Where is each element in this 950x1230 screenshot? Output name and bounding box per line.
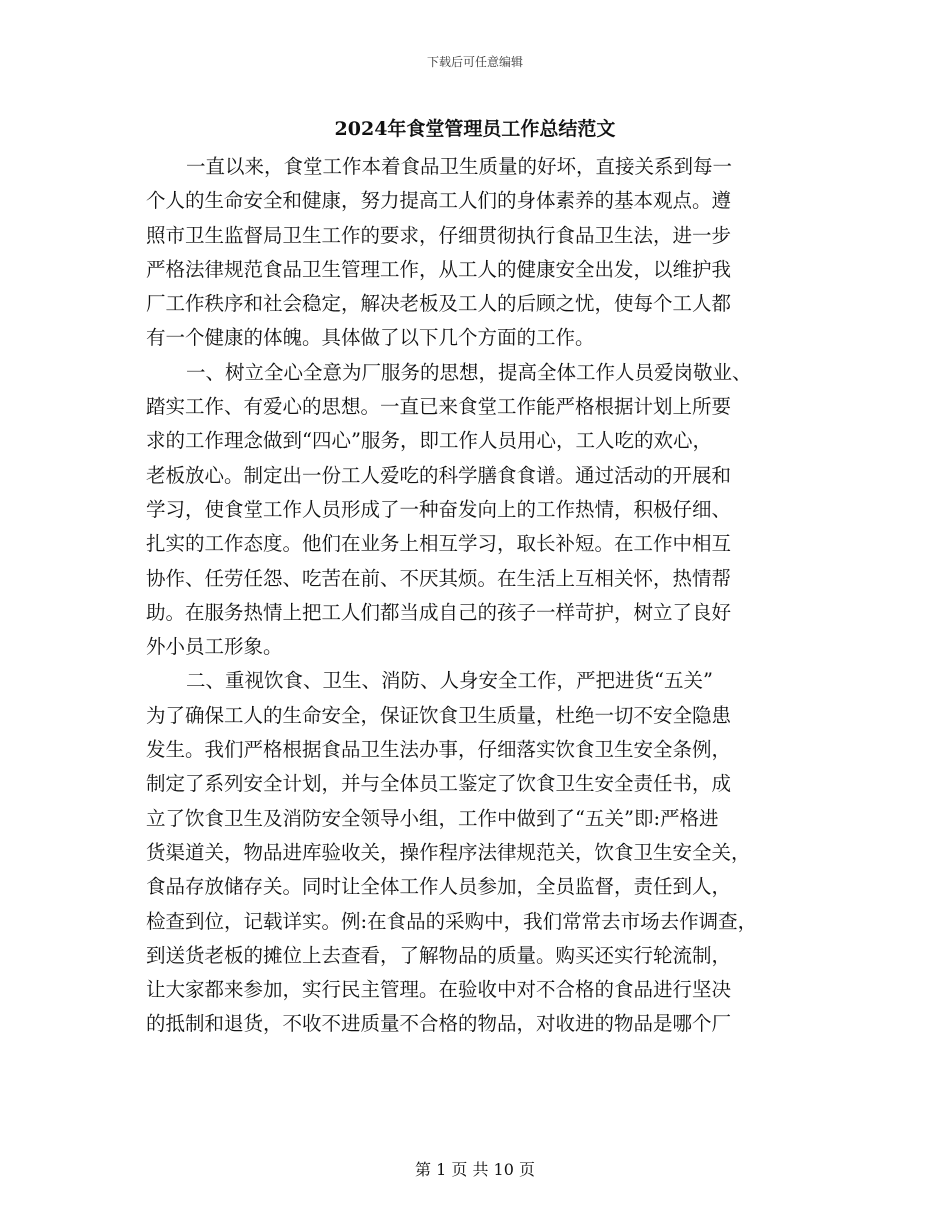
body-line: 立了饮食卫生及消防安全领导小组，工作中做到了“五关”即:严格进 <box>146 806 719 830</box>
body-line: 发生。我们严格根据食品卫生法办事，仔细落实饮食卫生安全条例， <box>146 738 732 762</box>
body-line: 严格法律规范食品卫生管理工作，从工人的健康安全出发，以维护我 <box>146 257 732 281</box>
body-line: 制定了系列安全计划，并与全体员工鉴定了饮食卫生安全责任书，成 <box>146 772 732 796</box>
body-line: 到送货老板的摊位上去查看，了解物品的质量。购买还实行轮流制， <box>146 943 732 967</box>
body-line: 检查到位，记载详实。例:在食品的采购中，我们常常去市场去作调查， <box>146 909 758 933</box>
body-line: 外小员工形象。 <box>146 635 283 659</box>
body-line: 踏实工作、有爱心的思想。一直已来食堂工作能严格根据计划上所要 <box>146 395 732 419</box>
body-line: 协作、任劳任怨、吃苦在前、不厌其烦。在生活上互相关怀，热情帮 <box>146 566 732 590</box>
body-line: 货渠道关，物品进库验收关，操作程序法律规范关，饮食卫生安全关， <box>146 840 751 864</box>
body-line: 学习，使食堂工作人员形成了一种奋发向上的工作热情，积极仔细、 <box>146 497 732 521</box>
body-line: 有一个健康的体魄。具体做了以下几个方面的工作。 <box>146 326 595 350</box>
body-line: 食品存放储存关。同时让全体工作人员参加，全员监督，责任到人， <box>146 875 732 899</box>
body-line: 老板放心。制定出一份工人爱吃的科学膳食食谱。通过活动的开展和 <box>146 463 732 487</box>
document-body <box>146 150 814 1042</box>
document-title: 2024年食堂管理员工作总结范文 <box>334 118 616 140</box>
body-line: 的抵制和退货，不收不进质量不合格的物品，对收进的物品是哪个厂 <box>146 1012 732 1036</box>
body-line: 照市卫生监督局卫生工作的要求，仔细贯彻执行食品卫生法，进一步 <box>146 223 732 247</box>
body-line: 为了确保工人的生命安全，保证饮食卫生质量，杜绝一切不安全隐患 <box>146 703 732 727</box>
body-line: 一直以来，食堂工作本着食品卫生质量的好坏，直接关系到每一 <box>186 155 733 178</box>
body-line: 求的工作理念做到“四心”服务，即工作人员用心，工人吃的欢心， <box>146 429 712 453</box>
body-line: 让大家都来参加，实行民主管理。在验收中对不合格的食品进行坚决 <box>146 978 732 1002</box>
header-note: 下载后可任意编辑 <box>426 55 523 69</box>
body-line: 助。在服务热情上把工人们都当成自己的孩子一样苛护，树立了良好 <box>146 600 732 624</box>
body-line: 个人的生命安全和健康，努力提高工人们的身体素养的基本观点。遵 <box>146 189 732 213</box>
page-number: 第 1 页 共 10 页 <box>415 1160 535 1179</box>
body-line: 厂工作秩序和社会稳定，解决老板及工人的后顾之忧，使每个工人都 <box>146 292 732 316</box>
body-line: 一、树立全心全意为厂服务的思想，提高全体工作人员爱岗敬业、 <box>186 360 752 384</box>
body-line: 扎实的工作态度。他们在业务上相互学习，取长补短。在工作中相互 <box>146 532 732 556</box>
body-line: 二、重视饮食、卫生、消防、人身安全工作，严把进货“五关” <box>186 669 713 693</box>
